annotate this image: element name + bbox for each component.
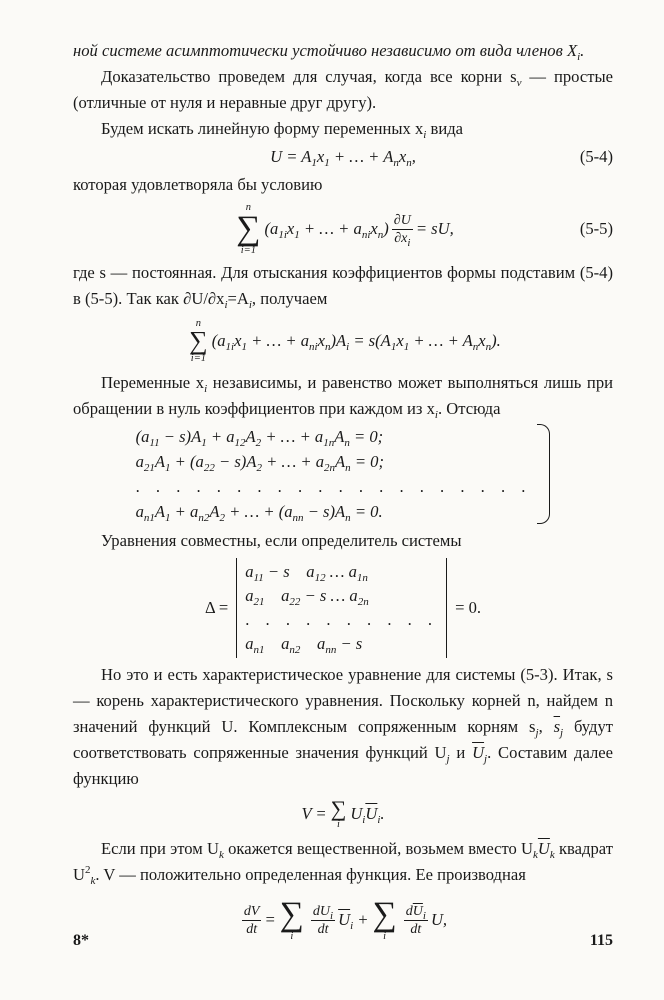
equation-derivative: $\frac{dV}{dt}$ = ∑ i $\frac{dU_i}{dt}$ $\overline{U}_i$ + ∑ i $\frac{d\overline{U}_i}{dt}$ U, (243, 895, 448, 942)
equation-5-4: $U = A_1x_1$ + … + $A_nx_n$, (5-4) (270, 147, 613, 169)
paragraph-linear-form: Будем искать линейную форму переменных $x_i$ вида (101, 119, 464, 141)
equation-substituted: n ∑ i=1 ($a_{1i}x_1$ + … + $a_{ni}x_n)A_i = s(A_1x_1$ + … + $A_nx_n$). (189, 318, 501, 364)
page-footer (73, 928, 613, 954)
equation-v: V = ∑ i $U_i\overline{U}_i$. (301, 795, 385, 830)
paragraph-characteristic: Но это и есть характеристическое уравнение для системы (5-3). Итак, s — корень характеристического уравнения. Поскольку корней n, найдем n значений функций U. Комплексным сопряженным корням $s_j$, $\overline{s}_j$ будут соответствовать сопряженные значения функций $U_j$ и $\overline{U}_j$. Составим далее функцию (73, 665, 614, 788)
paragraph-condition: которая удовлетворяла бы условию (73, 175, 323, 194)
paragraph-proof: Доказательство проведем для случая, когда все корни $s_\nu$ — простые (отличные от нуля и неравные друг другу). (73, 67, 613, 112)
signature-mark: 8* (73, 932, 89, 949)
page-content (73, 38, 613, 952)
page-number: 115 (589, 932, 613, 949)
paragraph-determinant: Уравнения совместны, если определитель системы (101, 531, 462, 550)
paragraph-substitution: где s — постоянная. Для отыскания коэффициентов формы подставим (5-4) в (5-5). Так как $\partial U/\partial x_i=A_i$, получаем (73, 263, 613, 311)
equation-5-5: n ∑ i=1 ($a_{1i}x_1$ + … + $a_{ni}x_n$) $\frac{\partial U}{\partial x_i}$ = sU, (5-5) (236, 202, 613, 256)
paragraph-variables: Переменные $x_i$ независимы, и равенство может выполняться лишь при обращении в нуль коэффициентов при каждом из $x_i$. Отсюда (73, 373, 613, 421)
paragraph-real-case: Если при этом $U_k$ окажется вещественной, возьмем вместо $U_k\overline{U}_k$ квадрат $U^2_k$. V — положительно определенная функция. Ее производная (73, 839, 613, 887)
determinant-equation: Δ = $a_{11} - s$ $a_{12}$ … $a_{1n}$ $a_{21}$ $a_{22} - s$ … $a_{2n}$ . . . . . . . . . . $a_{n1}$ $a_{n2}$ $a_{nn} - s$ = 0. (73, 558, 613, 658)
intro-paragraph: ной системе асимптотически устойчиво независимо от вида членов $X_i$. (73, 41, 585, 63)
right-brace (537, 424, 550, 524)
equation-system: $(a_{11} - s)A_1 + a_{12}A_2$ + … + $a_{1n}A_n = 0$; $a_{21}A_1 + (a_{22} - s)A_2$ + … + $a_{2n}A_n = 0$; . . . . . . . . . . . . . . . . . . . . $a_{n1}A_1 + a_{n2}A_2$ + … + $(a_{nn} - s)A_n = 0$. (73, 424, 613, 524)
